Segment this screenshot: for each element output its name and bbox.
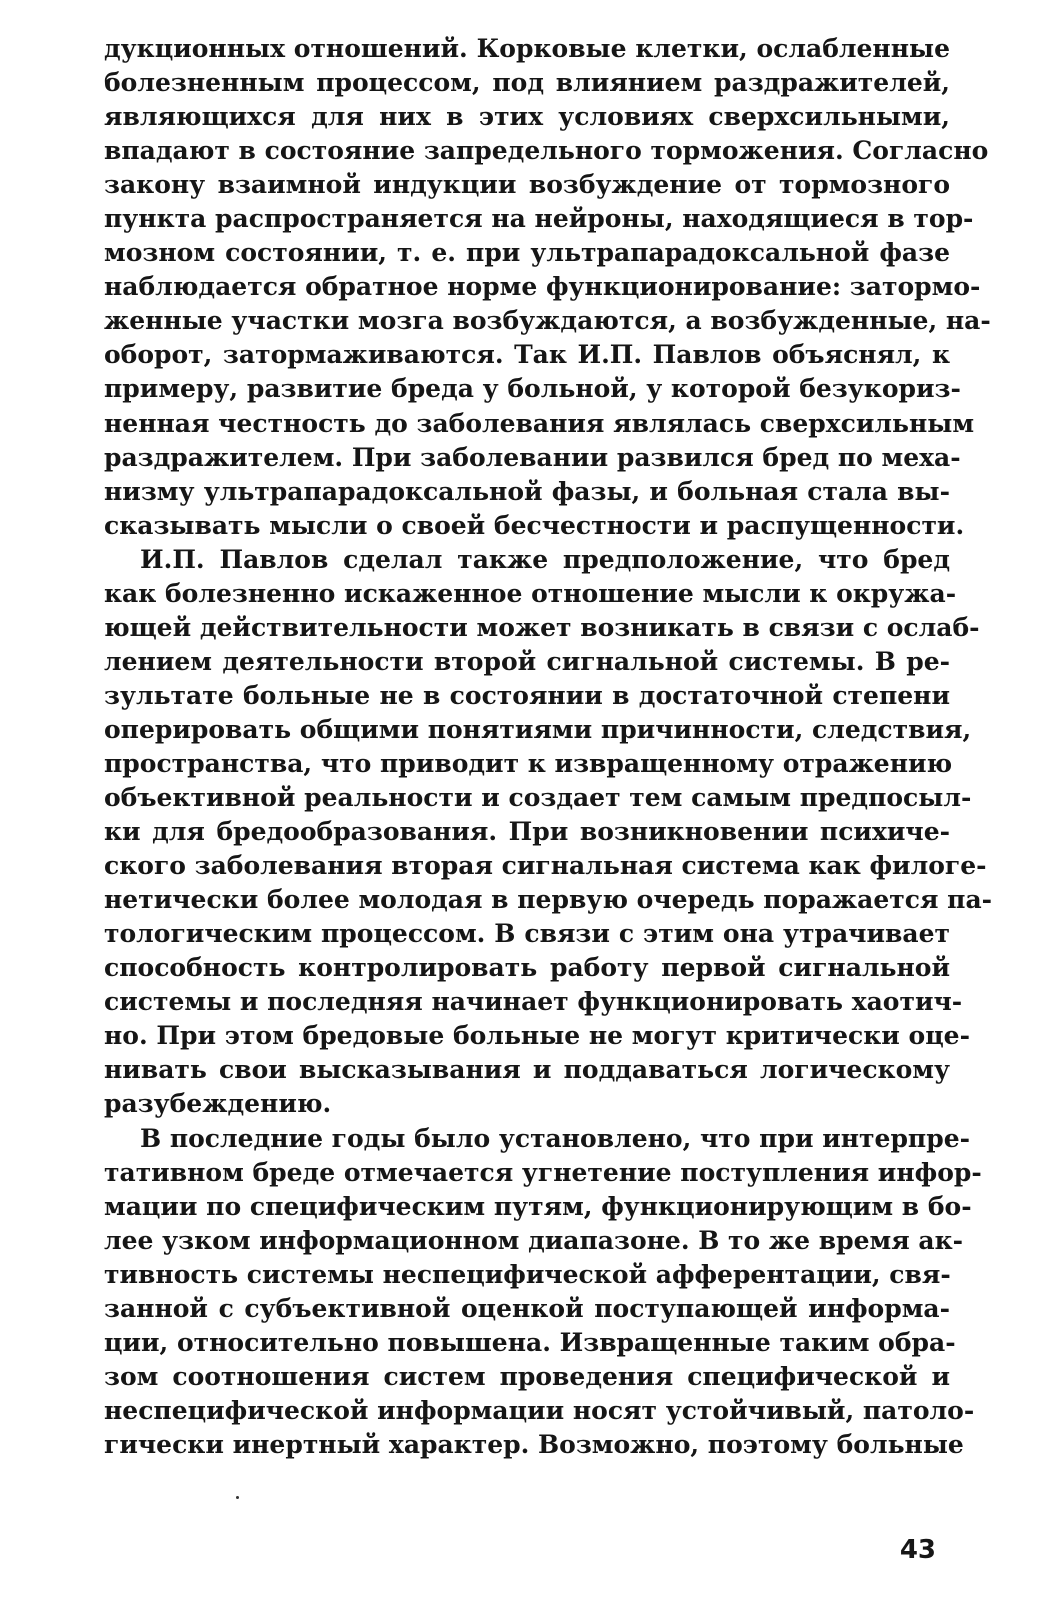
text-line: способность контролировать работу первой сигнальной [104, 953, 950, 983]
text-line: впадают в состояние запредельного торможения. Согласно [104, 136, 989, 166]
text-line: ющей действительности может возникать в связи с ослаб- [104, 612, 980, 642]
text-line: нивать свои высказывания и поддаваться логическому [104, 1055, 950, 1085]
text-line: занной с субъективной оценкой поступающей информа- [104, 1293, 950, 1323]
text-line: пункта распространяется на нейроны, находящиеся в тор- [104, 204, 974, 234]
text-line: мации по специфическим путям, функционирующим в бо- [104, 1191, 972, 1221]
text-line: И.П. Павлов сделал также предположение, что бред [140, 544, 950, 574]
text-line: неспецифической информации носят устойчивый, патоло- [104, 1395, 975, 1425]
text-line: гически инертный характер. Возможно, поэтому больные [104, 1429, 964, 1459]
text-line: системы и последняя начинает функционировать хаотич- [104, 987, 963, 1017]
text-line: ции, относительно повышена. Извращенные таким обра- [104, 1327, 956, 1357]
text-line: пространства, что приводит к извращенному отражению [104, 748, 953, 778]
text-line: разубеждению. [104, 1089, 332, 1119]
text-line: ненная честность до заболевания являлась сверхсильным [104, 408, 975, 438]
page-number: 43 [899, 1535, 936, 1565]
text-line: но. При этом бредовые больные не могут критически оце- [104, 1021, 970, 1051]
text-line: как болезненно искаженное отношение мысли к окружа- [104, 578, 957, 608]
text-line: нетически более молодая в первую очередь поражается па- [104, 885, 993, 915]
text-line: ки для бредообразования. При возникновении психиче- [104, 817, 950, 847]
text-line: лее узком информационном диапазоне. В то же время ак- [104, 1225, 964, 1255]
text-line: объективной реальности и создает тем самым предпосыл- [104, 783, 972, 813]
text-line: закону взаимной индукции возбуждение от тормозного [104, 170, 950, 200]
text-line: раздражителем. При заболевании развился бред по меха- [104, 442, 961, 472]
text-line: тативном бреде отмечается угнетение поступления инфор- [104, 1157, 982, 1187]
text-line: лением деятельности второй сигнальной системы. В ре- [104, 646, 950, 676]
text-line: зом соотношения систем проведения специфической и [104, 1361, 950, 1391]
print-speck [236, 1496, 239, 1499]
text-line: тивность системы неспецифической афферентации, свя- [104, 1259, 951, 1289]
text-line: зультате больные не в состоянии в достаточной степени [104, 680, 950, 710]
text-line: болезненным процессом, под влиянием раздражителей, [104, 68, 950, 98]
text-line: сказывать мысли о своей бесчестности и распущенности. [104, 510, 965, 540]
text-line: ского заболевания вторая сигнальная система как филоге- [104, 851, 987, 881]
text-line: В последние годы было установлено, что при интерпре- [140, 1123, 970, 1153]
document-page [104, 32, 993, 1462]
text-line: примеру, развитие бреда у больной, у которой безукориз- [104, 374, 961, 404]
paragraph-2 [104, 543, 993, 1122]
paragraph-1 [104, 32, 991, 543]
text-line: оперировать общими понятиями причинности, следствия, [104, 714, 972, 744]
text-line: низму ультрапарадоксальной фазы, и больная стала вы- [104, 476, 950, 506]
text-line: наблюдается обратное норме функционирование: затормо- [104, 272, 981, 302]
text-line: оборот, затормаживаются. Так И.П. Павлов объяснял, к [104, 340, 950, 370]
paragraph-3 [104, 1122, 982, 1462]
text-line: являющихся для них в этих условиях сверхсильными, [104, 102, 950, 132]
text-line: мозном состоянии, т. е. при ультрапарадоксальной фазе [104, 238, 950, 268]
text-line: женные участки мозга возбуждаются, а возбужденные, на- [104, 306, 991, 336]
text-line: тологическим процессом. В связи с этим она утрачивает [104, 919, 950, 949]
text-line: дукционных отношений. Корковые клетки, ослабленные [104, 34, 950, 63]
